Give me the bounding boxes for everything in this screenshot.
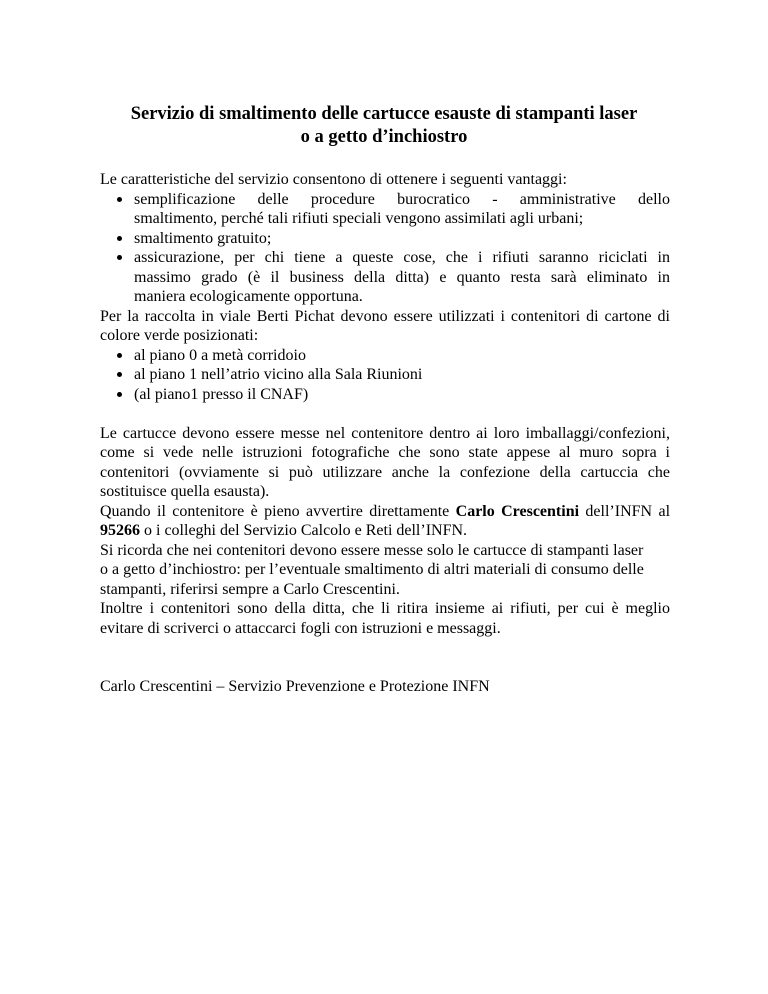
- intro-text: Le caratteristiche del servizio consentono di ottenere i seguenti vantaggi:: [100, 171, 567, 188]
- containers-text: evitare di scriverci o attaccarci fogli con istruzioni e messaggi.: [100, 619, 501, 637]
- document-body: [100, 170, 670, 697]
- containers-text: Inoltre i contenitori sono della ditta, che li ritira insieme ai rifiuti, per cui è meglio: [100, 600, 670, 617]
- advantage-item-cont: massimo grado (è il business della ditta) e quanto resta sarà eliminato in: [134, 268, 670, 286]
- advantage-item: assicurazione, per chi tiene a queste cose, che i rifiuti saranno riciclati in: [134, 249, 670, 266]
- advantage-item-cont: maniera ecologicamente opportuna.: [134, 288, 363, 305]
- title-line: o a getto d’inchiostro: [300, 127, 468, 147]
- contact-post: dell’INFN al: [579, 502, 671, 520]
- contact-rest: o i colleghi del Servizio Calcolo e Reti dell’INFN.: [140, 522, 468, 539]
- advantage-item: smaltimento gratuito;: [134, 229, 670, 249]
- title-line: Servizio di smaltimento delle cartucce esauste di stampanti laser: [130, 104, 638, 124]
- advantage-item-cont: smaltimento, perché tali rifiuti speciali vengono assimilati agli urbani;: [134, 210, 584, 227]
- contact-pre: Quando il contenitore è pieno avvertire direttamente: [100, 502, 456, 520]
- reminder-text: Si ricorda che nei contenitori devono essere messe solo le cartucce di stampanti laser: [100, 541, 644, 559]
- packaging-text: come si vede nelle istruzioni fotografiche che sono state appese al muro sopra i: [100, 444, 670, 461]
- reminder-text: o a getto d’inchiostro: per l’eventuale smaltimento di altri materiali di consumo delle: [100, 561, 644, 578]
- packaging-text: contenitori (ovviamente si può utilizzare anche la confezione della cartuccia che: [100, 463, 670, 481]
- location-item: (al piano1 presso il CNAF): [134, 385, 670, 405]
- location-item: al piano 1 nell’atrio vicino alla Sala Riunioni: [134, 365, 670, 385]
- location-item: al piano 0 a metà corridoio: [134, 346, 670, 366]
- contact-text: [100, 502, 670, 522]
- contact-name: Carlo Crescentini: [455, 502, 580, 520]
- collection-text: Per la raccolta in viale Berti Pichat devono essere utilizzati i contenitori di cartone di: [100, 307, 670, 325]
- contact-phone: 95266: [100, 522, 140, 539]
- contact-text: [100, 521, 670, 541]
- signature: Carlo Crescentini – Servizio Prevenzione e Protezione INFN: [100, 678, 490, 695]
- reminder-text: stampanti, riferirsi sempre a Carlo Crescentini.: [100, 580, 400, 598]
- packaging-text: sostituisce quella esausta).: [100, 483, 270, 500]
- collection-text: colore verde posizionati:: [100, 327, 259, 344]
- packaging-text: Le cartucce devono essere messe nel contenitore dentro ai loro imballaggi/confezioni,: [100, 424, 670, 442]
- advantage-item: semplificazione delle procedure burocratico - amministrative dello: [134, 190, 670, 208]
- document-title: [0, 103, 768, 149]
